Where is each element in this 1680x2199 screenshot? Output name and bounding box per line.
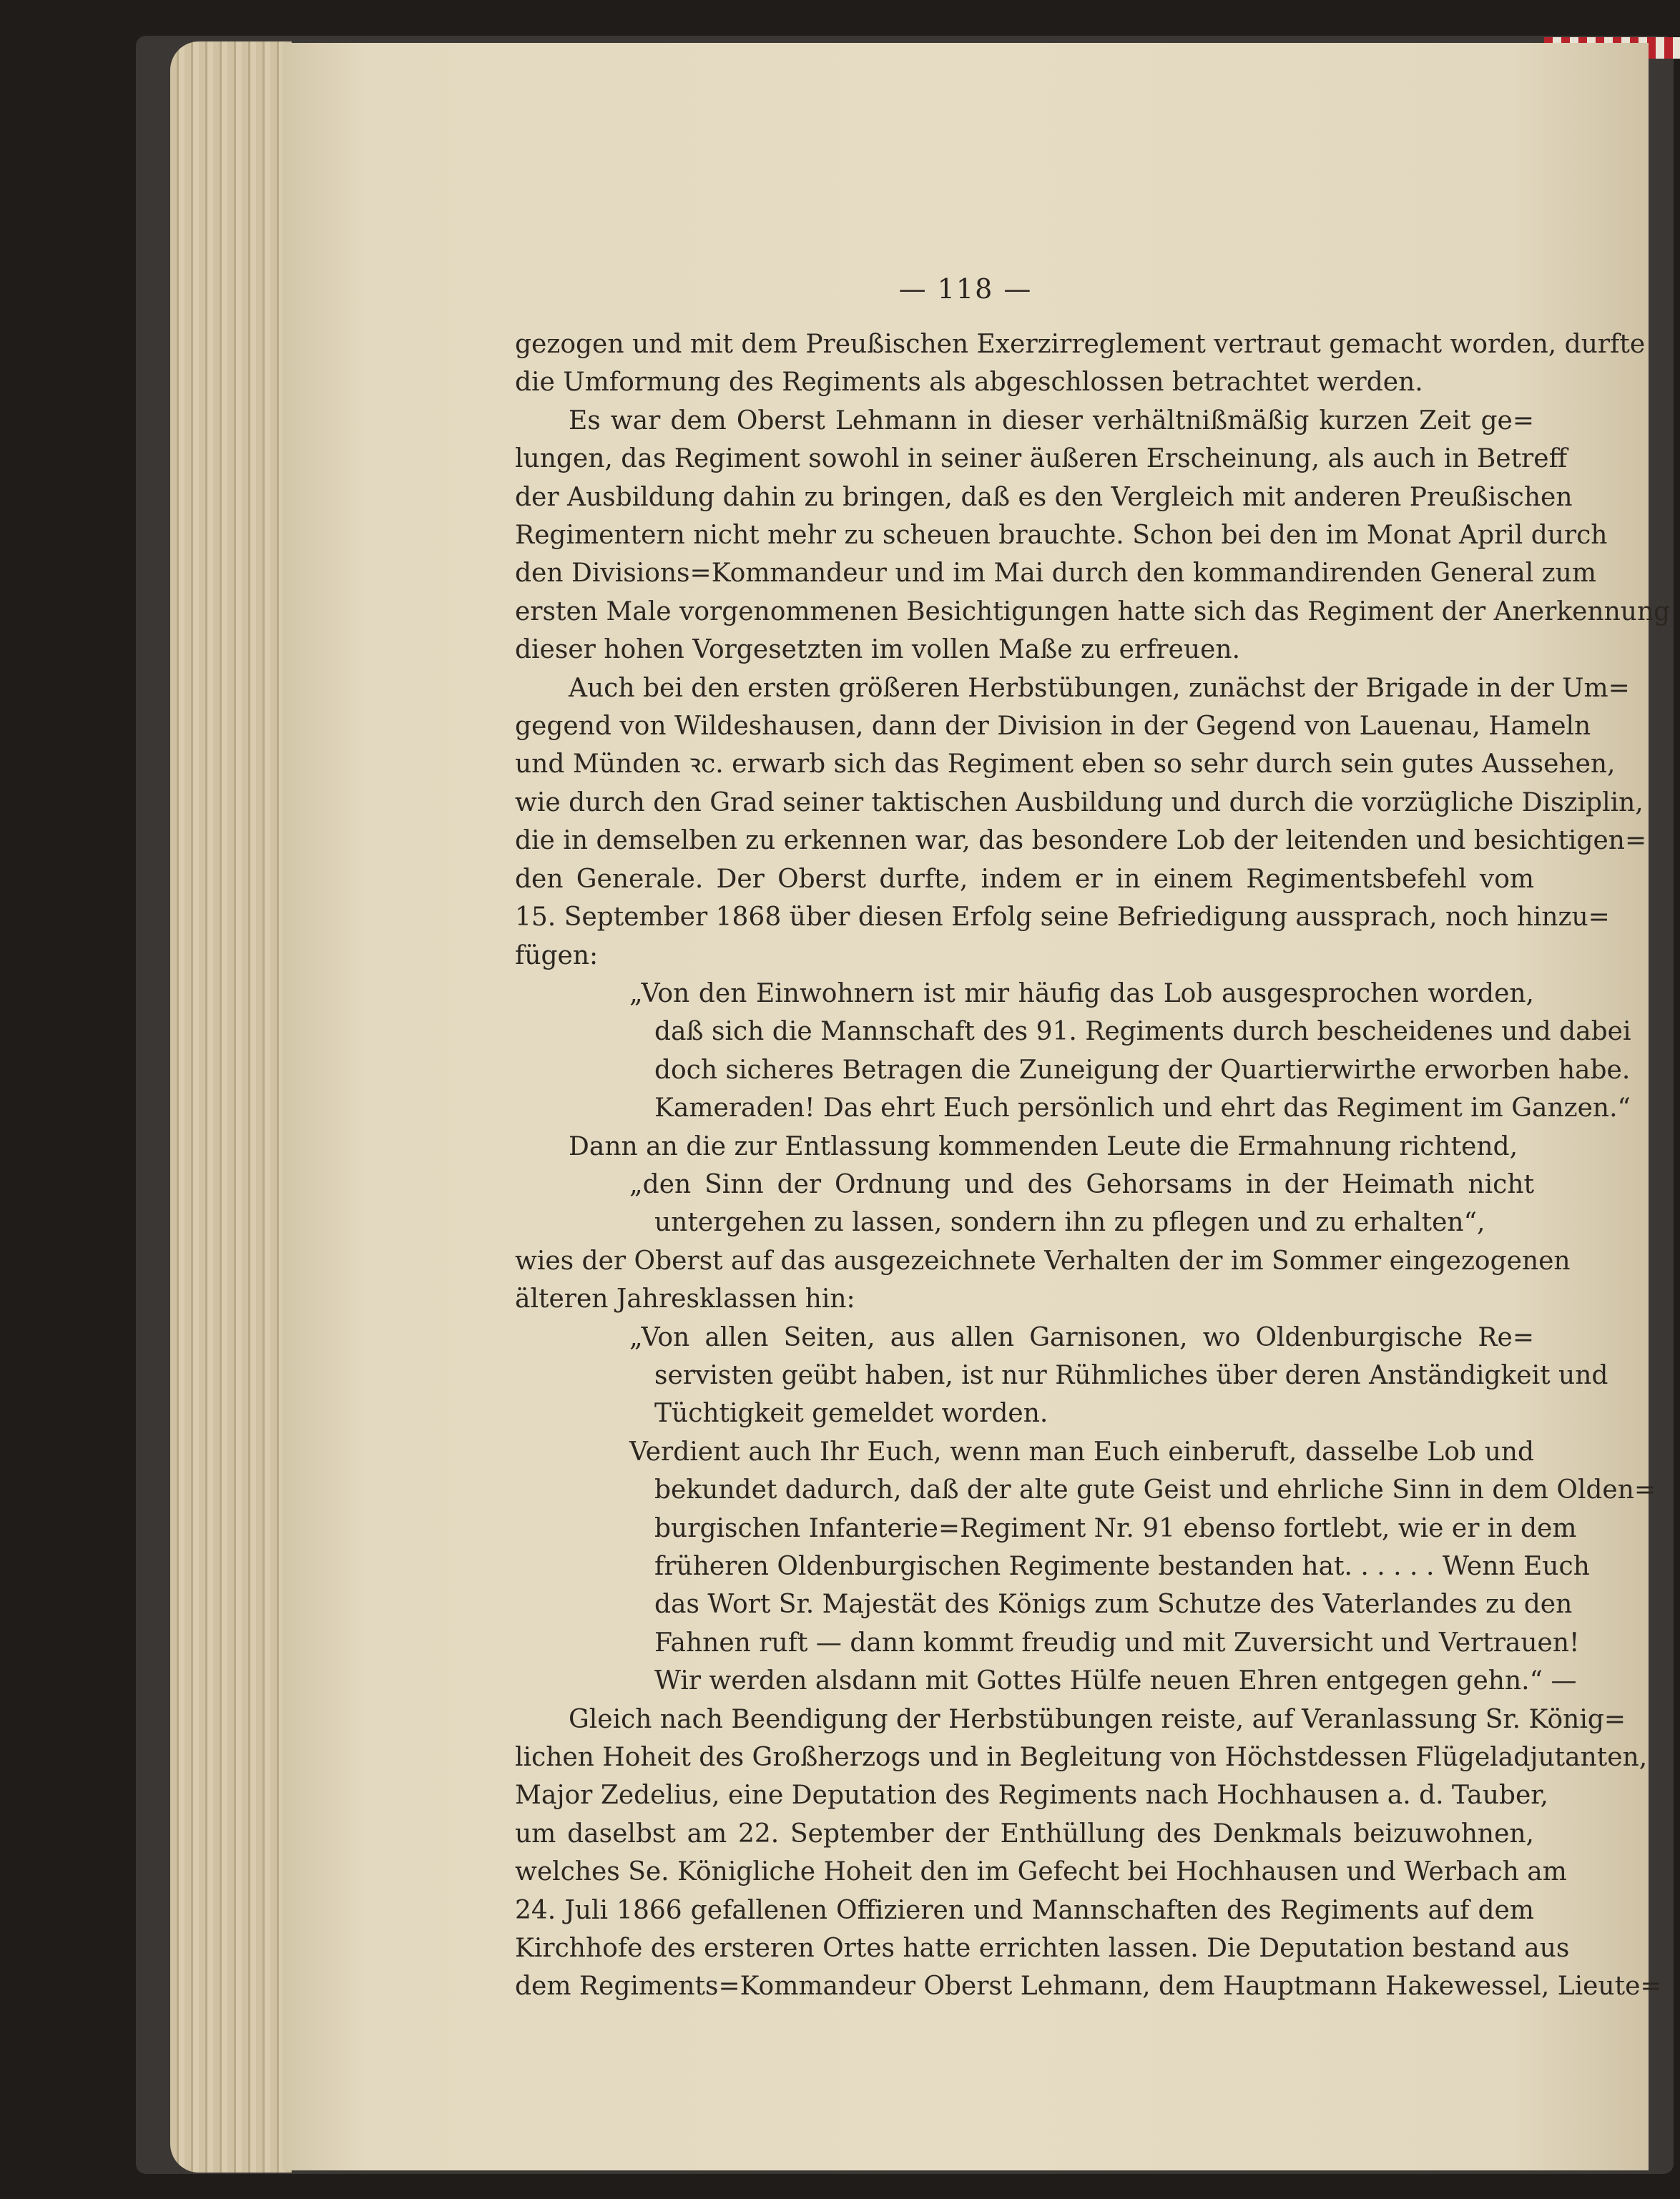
quote-line: burgischen Infanterie=Regiment Nr. 91 ebenso fortlebt, wie er in dem [654,1513,1577,1543]
text-line: fügen: [515,940,599,970]
text-line: Auch bei den ersten größeren Herbstübungen, zunächst der Brigade in der Um= [569,673,1630,703]
quote-line: doch sicheres Betragen die Zuneigung der Quartierwirthe erworben habe. [654,1055,1631,1085]
text-line: gezogen und mit dem Preußischen Exerzirreglement vertraut gemacht worden, durfte [515,330,1646,359]
quote-line: Fahnen ruft — dann kommt freudig und mit Zuversicht und Vertrauen! [654,1628,1580,1658]
quote-line: „Von den Einwohnern ist mir häufig das Lob ausgesprochen worden, [629,978,1534,1008]
quote-line: Kameraden! Das ehrt Euch persönlich und ehrt das Regiment im Ganzen.“ [654,1093,1631,1123]
book-page [283,43,1671,2170]
quote-line: „den Sinn der Ordnung und des Gehorsams in der Heimath nicht [629,1169,1534,1199]
text-line: älteren Jahresklassen hin: [515,1284,855,1314]
page-stack-edge [170,41,292,2173]
text-line: den Divisions=Kommandeur und im Mai durch den kommandirenden General zum [515,559,1596,589]
text-line: welches Se. Königliche Hoheit den im Gefecht bei Hochhausen und Werbach am [515,1857,1567,1887]
text-line: Major Zedelius, eine Deputation des Regiments nach Hochhausen a. d. Tauber, [515,1781,1548,1811]
quote-line: daß sich die Mannschaft des 91. Regiments durch bescheidenes und dabei [654,1017,1631,1047]
quote-line: das Wort Sr. Majestät des Königs zum Schutze des Vaterlandes zu den [654,1590,1573,1620]
text-line: Es war dem Oberst Lehmann in dieser verhältnißmäßig kurzen Zeit ge= [569,405,1534,436]
quote-line: „Von allen Seiten, aus allen Garnisonen, wo Oldenburgische Re= [629,1322,1534,1352]
quote-line: untergehen zu lassen, sondern ihn zu pflegen und zu erhalten“, [654,1208,1485,1238]
page-body-text [515,325,1671,2006]
text-line: die Umformung des Regiments als abgeschlossen betrachtet werden. [515,368,1423,398]
quote-line: Wir werden alsdann mit Gottes Hülfe neuen Ehren entgegen gehn.“ — [654,1666,1577,1696]
page-number: — 118 — [898,273,1033,305]
text-line: lichen Hoheit des Großherzogs und in Begleitung von Höchstdessen Flügeladjutanten, [515,1743,1648,1773]
text-line: wies der Oberst auf das ausgezeichnete Verhalten der im Sommer eingezogenen [515,1246,1571,1276]
text-line: lungen, das Regiment sowohl in seiner äußeren Erscheinung, als auch in Betreff [515,444,1568,474]
text-line: die in demselben zu erkennen war, das besondere Lob der leitenden und besichtigen= [515,826,1647,856]
text-line: den Generale. Der Oberst durfte, indem er in einem Regimentsbefehl vom [515,864,1534,894]
text-line: Regimentern nicht mehr zu scheuen brauchte. Schon bei den im Monat April durch [515,521,1608,551]
text-line: gegend von Wildeshausen, dann der Division in der Gegend von Lauenau, Hameln [515,712,1591,742]
text-line: wie durch den Grad seiner taktischen Ausbildung und durch die vorzügliche Disziplin, [515,787,1644,817]
text-line: Gleich nach Beendigung der Herbstübungen reiste, auf Veranlassung Sr. König= [569,1704,1626,1734]
text-line: um daselbst am 22. September der Enthüllung des Denkmals beizuwohnen, [515,1819,1534,1849]
quote-line: bekundet dadurch, daß der alte gute Geist und ehrliche Sinn in dem Olden= [654,1475,1656,1505]
text-line: 15. September 1868 über diesen Erfolg seine Befriedigung aussprach, noch hinzu= [515,902,1610,933]
quote-line: Verdient auch Ihr Euch, wenn man Euch einberuft, dasselbe Lob und [629,1437,1534,1467]
quote-line: früheren Oldenburgischen Regimente bestanden hat. . . . . . Wenn Euch [654,1552,1590,1581]
text-line: dem Regiments=Kommandeur Oberst Lehmann, dem Hauptmann Hakewessel, Lieute= [515,1972,1662,2002]
text-line: Dann an die zur Entlassung kommenden Leute die Ermahnung richtend, [569,1131,1518,1161]
text-line: dieser hohen Vorgesetzten im vollen Maße zu erfreuen. [515,635,1241,665]
text-line: 24. Juli 1866 gefallenen Offizieren und Mannschaften des Regiments auf dem [515,1895,1534,1925]
text-line: ersten Male vorgenommenen Besichtigungen hatte sich das Regiment der Anerkennung [515,596,1671,626]
quote-line: servisten geübt haben, ist nur Rühmliches über deren Anständigkeit und [654,1360,1608,1390]
text-line: und Münden ꝛc. erwarb sich das Regiment eben so sehr durch sein gutes Aussehen, [515,749,1616,779]
text-line: der Ausbildung dahin zu bringen, daß es den Vergleich mit anderen Preußischen [515,482,1573,512]
text-line: Kirchhofe des ersteren Ortes hatte errichten lassen. Die Deputation bestand aus [515,1934,1570,1964]
quote-line: Tüchtigkeit gemeldet worden. [654,1399,1048,1429]
